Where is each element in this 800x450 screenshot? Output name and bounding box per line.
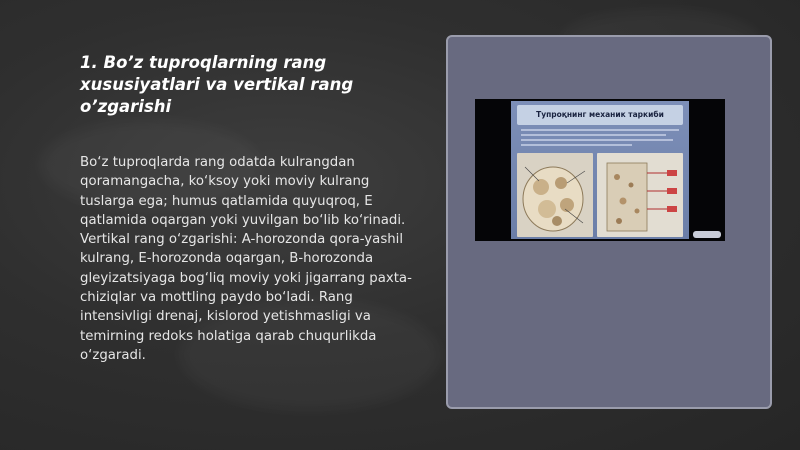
video-player[interactable] [475, 99, 725, 241]
soil-particles-illustration [517, 153, 593, 237]
slide-title: 1. Bo’z tuproqlarning rang xususiyatlari va vertikal rang o’zgarishi [80, 53, 354, 116]
soil-diagram-right [597, 153, 683, 237]
slide-body-text: Bo‘z tuproqlarda rang odatda kulrangdan qoramangacha, ko‘ksoy yoki moviy kulrang tuslarga ega; humus qatlamida quyuqroq, E qatlamida oqargan yoki yuvilgan bo‘lib ko‘rinadi. Vertikal rang o‘zgarishi: A-horozonda qora-yashil kulrang, E-horozonda oqargan, B-horozonda gleyizatsiyaga bog‘liq moviy yoki jigarrang paxta-chiziqlar va mottling paydo bo‘ladi. Rang intensivligi drenaj, kislorod yetishmasligi va temirning redoks holatiga qarab chuqurlikda o‘zgaradi. [80, 155, 412, 363]
video-slide-thumbnail [511, 101, 689, 239]
channel-logo-icon [693, 231, 721, 238]
video-text-lines [521, 129, 679, 149]
soil-profile-illustration [597, 153, 683, 237]
video-slide-title: Тупроқнинг механик таркиби [517, 105, 683, 125]
soil-diagram-left [517, 153, 593, 237]
